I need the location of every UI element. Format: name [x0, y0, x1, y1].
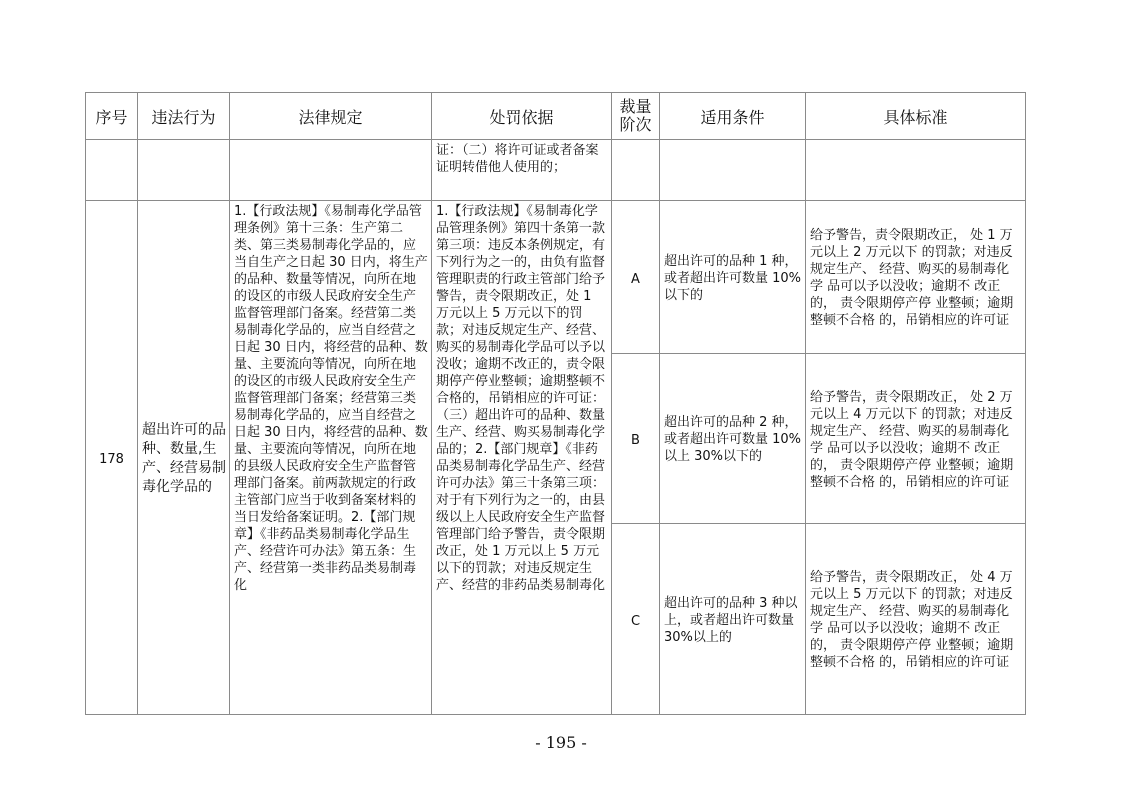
level-c-cell: [612, 524, 660, 715]
header-basis: 处罚依据: [432, 93, 612, 140]
condition-a-cell: [660, 201, 806, 354]
seq-value: 178: [99, 452, 124, 467]
cont-level-cell: [612, 140, 660, 201]
level-c: C: [630, 613, 641, 629]
standard-b: 给予警告，责令限期改正， 处 2 万元以上 4 万元以下 的罚款；对违反规定生产、 经营、购买的易制毒化学 品可以予以没收；逾期不 改正的， 责令限期停产停 业整顿；逾期整顿不合格 的，吊销相应的许可证: [810, 389, 1014, 490]
standard-c-cell: [806, 524, 1026, 715]
cont-condition-cell: [660, 140, 806, 201]
cont-seq-cell: [86, 140, 138, 201]
basis-text: 1.【行政法规】《易制毒化学品管理条例》第四十条第一款第三项：违反本条例规定，有下列行为之一的，由负有监督管理职责的行政主管部门给予警告，责令限期改正，处 1 万元以上 5 万元以下的罚款；对违反规定生产、经营、购买的易制毒化学品可以予以没收；逾期不改正的，责令限期停产停业整顿；逾期整顿不合格的，吊销相应的许可证：（三）超出许可的品种、数量生产、经营、购买易制毒化学品的；2.【部门规章】《非药品类易制毒化学品生产、经营许可办法》第三十条第三项：对于有下列行为之一的，由县级以上人民政府安全生产监督管理部门给予警告，责令限期改正，处 1 万元以上 5 万元以下的罚款；对违反规定生产、经营的非药品类易制毒化: [436, 204, 606, 593]
header-condition: 适用条件: [660, 93, 806, 140]
condition-b: 超出许可的品种 2 种，或者超出许可数量 10%以上 30%以下的: [664, 415, 802, 464]
header-seq: 序号: [86, 93, 138, 140]
header-level-line2: 阶次: [619, 115, 652, 134]
table-header-row: [86, 93, 1026, 140]
standard-a: 给予警告，责令限期改正， 处 1 万元以上 2 万元以下 的罚款；对违反规定生产、 经营、购买的易制毒化学 品可以予以没收；逾期不 改正的， 责令限期停产停 业整顿；逾期整顿不合格 的，吊销相应的许可证: [810, 228, 1014, 328]
standard-c: 给予警告，责令限期改正， 处 4 万元以上 5 万元以下 的罚款；对违反规定生产、 经营、购买的易制毒化学 品可以予以没收；逾期不 改正的， 责令限期停产停 业整顿；逾期整顿不合格 的，吊销相应的许可证: [810, 570, 1014, 670]
page-number: - 195 -: [535, 733, 587, 752]
standard-b-cell: [806, 354, 1026, 524]
cont-basis-cell: [432, 140, 612, 201]
violation-cell: [138, 201, 230, 715]
table-row: [86, 201, 1026, 354]
standard-a-cell: [806, 201, 1026, 354]
continuation-row: [86, 140, 1026, 201]
header-violation: 违法行为: [138, 93, 230, 140]
level-b-cell: [612, 354, 660, 524]
level-a-cell: [612, 201, 660, 354]
violation-text: 超出许可的品种、数量,生产、经营易制毒化学品的: [142, 421, 226, 495]
condition-c-cell: [660, 524, 806, 715]
penalty-standard-table: [85, 92, 1026, 715]
header-level: [612, 93, 660, 140]
condition-c: 超出许可的品种 3 种以上，或者超出许可数量 30%以上的: [664, 595, 798, 645]
header-law: 法律规定: [230, 93, 432, 140]
seq-cell: [86, 201, 138, 715]
cont-violation-cell: [138, 140, 230, 201]
condition-b-cell: [660, 354, 806, 524]
law-text: 1.【行政法规】《易制毒化学品管理条例》第十三条：生产第二类、第三类易制毒化学品的，应当自生产之日起 30 日内，将生产的品种、数量等情况，向所在地的设区的市级人民政府安全生产监督管理部门备案。经营第二类易制毒化学品的，应当自经营之日起 30 日内，将经营的品种、数量、主要流向等情况，向所在地的设区的市级人民政府安全生产监督管理部门备案；经营第三类易制毒化学品的，应当自经营之日起 30 日内，将经营的品种、数量、主要流向等情况，向所在地的县级人民政府安全生产监督管理部门备案。前两款规定的行政主管部门应当于收到备案材料的当日发给备案证明。2.【部门规章】《非药品类易制毒化学品生产、经营许可办法》第五条：生产、经营第一类非药品类易制毒化: [234, 204, 428, 593]
basis-cell: [432, 201, 612, 715]
law-cell: [230, 201, 432, 715]
condition-a: 超出许可的品种 1 种，或者超出许可数量 10%以下的: [664, 253, 802, 303]
level-b: B: [631, 433, 640, 448]
header-standard: 具体标准: [806, 93, 1026, 140]
cont-basis-text: 证：（二）将许可证或者备案证明转借他人使用的；: [436, 143, 599, 175]
cont-law-cell: [230, 140, 432, 201]
cont-standard-cell: [806, 140, 1026, 201]
level-a: A: [631, 271, 640, 287]
header-level-line1: 裁量: [619, 97, 652, 116]
